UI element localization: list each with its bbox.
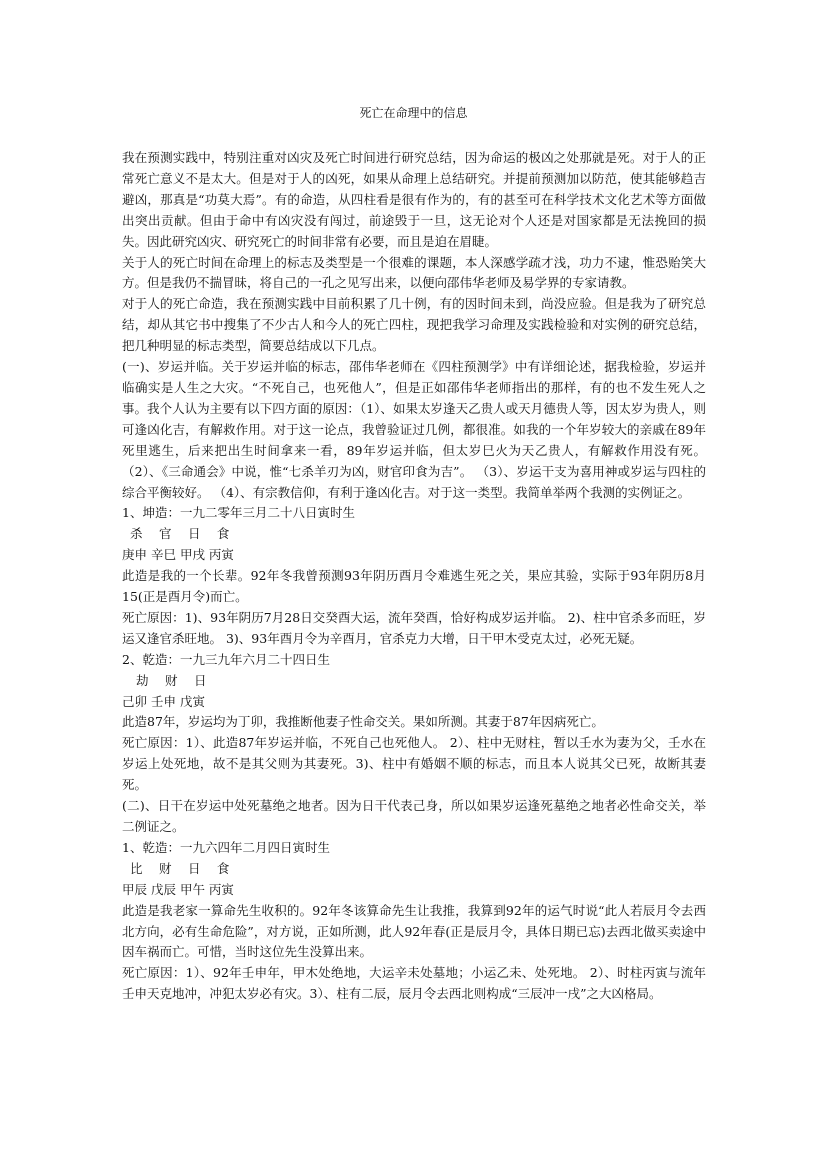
case-3-description: 此造是我老家一算命先生收积的。92年冬该算命先生让我推，我算到92年的运气时说“此人若辰月令去西北方向，必有生命危险”，对方说，正如所测，此人92年春(正是辰月令，具体日期已忘)去西北做买卖途中因车祸而亡。可惜，当时这位先生没算出来。	[122, 902, 706, 960]
paragraph-section-2: (二)、日干在岁运中处死墓绝之地者。因为日干代表己身，所以如果岁运逢死墓绝之地者必性命交关，举二例证之。	[122, 798, 706, 834]
case-2-gods: 劫 财 日	[136, 672, 207, 688]
case-3-heading: 1、乾造：一九六四年二月四日寅时生	[122, 839, 330, 855]
case-1-heading: 1、坤造：一九二零年三月二十八日寅时生	[122, 505, 355, 521]
paragraph-cases: 对于人的死亡命造，我在预测实践中目前积累了几十例，有的因时间未到，尚没应验。但是我为了研究总结，却从其它书中搜集了不少古人和今人的死亡四柱，现把我学习命理及实践检验和对实例的研究总结，把几种明显的标志类型，简要总结成以下几点。	[122, 296, 706, 354]
paragraph-section-1: (一)、岁运并临。关于岁运并临的标志，邵伟华老师在《四柱预测学》中有详细论述，据我检验，岁运并临确实是人生之大灾。“不死自己，也死他人”，但是正如邵伟华老师指出的那样，有的也不发生死人之事。我个人认为主要有以下四方面的原因：（1）、如果太岁逢天乙贵人或天月德贵人等，因太岁为贵人，则可逢凶化吉，有解救作用。对于这一论点，我曾验证过几例，都很准。如我的一个年岁较大的亲戚在89年死里逃生，后来把出生时间拿来一看，89年岁运并临，但太岁巳火为天乙贵人，有解救作用没有死。（2）、《三命通会》中说，惟“七杀羊刃为凶，财官印食为吉”。 （3）、岁运干支为喜用神或岁运与四柱的综合平衡较好。 （4）、有宗教信仰，有利于逢凶化吉。对于这一类型。我简单举两个我测的实例证之。	[122, 359, 706, 500]
case-2-pillars: 己卯 壬申 戊寅	[122, 693, 205, 709]
paragraph-topic: 关于人的死亡时间在命理上的标志及类型是一个很难的课题，本人深感学疏才浅，功力不逮，惟恐贻笑大方。但是我仍不揣冒昧，将自己的一孔之见写出来，以便向邵伟华老师及易学界的专家请教。	[122, 254, 706, 291]
paragraph-intro: 我在预测实践中，特别注重对凶灾及死亡时间进行研究总结，因为命运的极凶之处那就是死。对于人的正常死亡意义不是太大。但是对于人的凶死，如果从命理上总结研究。并提前预测加以防范，使其能够趋吉避凶，那真是“功莫大焉”。有的命造，从四柱看是很有作为的，有的甚至可在科学技术文化艺术等方面做出突出贡献。但由于命中有凶灾没有闯过，前途毁于一旦，这无论对个人还是对国家都是无法挽回的损失。因此研究凶灾、研究死亡的时间非常有必要，而且是迫在眉睫。	[122, 150, 706, 249]
case-2-cause: 死亡原因：1）、此造87年岁运并临，不死自己也死他人。 2）、柱中无财柱，暂以壬水为妻为父，壬水在岁运上处死地，故不是其父则为其妻死。3)、柱中有婚姻不顺的标志，而且本人说其父已死，故断其妻死。	[122, 735, 706, 793]
case-1-description: 此造是我的一个长辈。92年冬我曾预测93年阴历酉月令难逃生死之关，果应其验，实际于93年阴历8月15(正是酉月令)而亡。	[122, 568, 706, 605]
case-2-heading: 2、乾造：一九三九年六月二十四日生	[122, 651, 330, 667]
document-title: 死亡在命理中的信息	[359, 106, 468, 120]
document-body	[122, 148, 706, 1005]
case-3-gods: 比 财 日 食	[130, 860, 230, 876]
case-3-cause: 死亡原因：1）、92年壬申年，甲木处绝地，大运辛未处墓地；小运乙未、处死地。 2）、时柱丙寅与流年壬申天克地冲，冲犯太岁必有灾。3）、柱有二辰，辰月令去西北则构成“三辰冲一戌”之大凶格局。	[122, 965, 706, 1002]
case-2-description: 此造87年，岁运均为丁卯，我推断他妻子性命交关。果如所测。其妻于87年因病死亡。	[122, 714, 604, 730]
case-3-pillars: 甲辰 戊辰 甲午 丙寅	[122, 881, 234, 897]
case-1-pillars: 庚申 辛巳 甲戌 丙寅	[122, 547, 234, 563]
case-1-cause: 死亡原因：1)、93年阴历7月28日交癸酉大运，流年癸酉，恰好构成岁运并临。 2)、柱中官杀多而旺，岁运又逢官杀旺地。 3)、93年酉月令为辛酉月，官杀克力大增，日干甲木受克太过，必死无疑。	[122, 609, 706, 646]
case-1-gods: 杀 官 日 食	[130, 526, 230, 542]
